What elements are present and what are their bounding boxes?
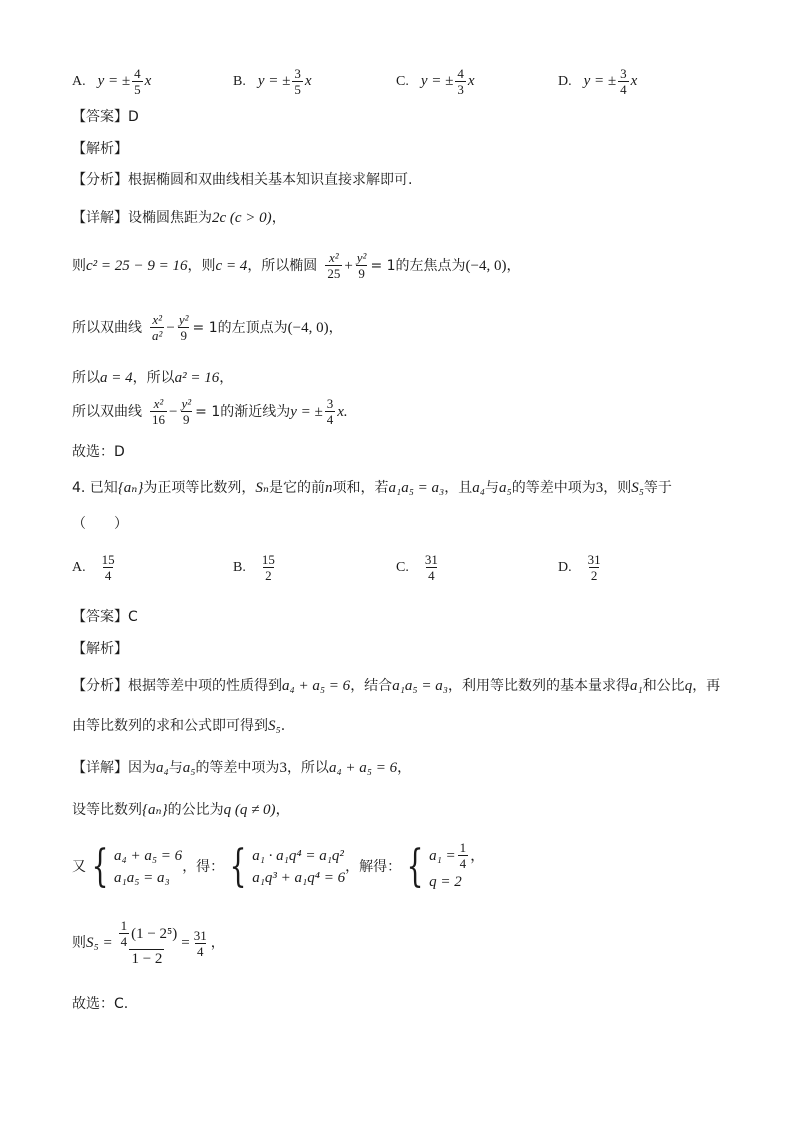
q3-detail-line-4: 所以a = 4，所以a² = 16， — [72, 370, 234, 386]
q3-detail-line-3: 所以双曲线 $\frac{\text{x²}}{\text{a²}}$ − $\frac{\text{y²}}{9}$ = 1的左顶点为 (−4, 0) ， — [72, 312, 343, 343]
q4-paren: （ ） — [72, 516, 128, 532]
q4-fenxi-line-1: 【分析】根据等差中项的性质得到a₄ + a₅ = 6，结合a₁a₅ = a₃，利用等比数列的基本量求得a₁和公比q，再 — [72, 678, 721, 694]
q4-option-d: D. $\frac{31}{2}$ — [558, 552, 601, 583]
q4-option-b: B. $\frac{15}{2}$ — [233, 552, 275, 583]
fraction: $\frac{4}{3}$ — [457, 66, 464, 97]
q3-answer: 【答案】D — [72, 109, 139, 125]
fraction: $\frac{3}{5}$ — [294, 66, 301, 97]
fraction: $\frac{4}{5}$ — [134, 66, 141, 97]
q3-choose: 故选：D — [72, 444, 125, 460]
q4-option-a: A. $\frac{15}{4}$ — [72, 552, 115, 583]
q4-fenxi-line-2: 由等比数列的求和公式即可得到S₅. — [72, 718, 286, 734]
fraction: $\frac{3}{4}$ — [620, 66, 627, 97]
q3-option-a: A. y = ± $\frac{4}{5}$ x — [72, 66, 152, 97]
q3-detail-line-1: 【详解】设椭圆焦距为2c (c > 0)， — [72, 210, 286, 226]
q4-detail-line-1: 【详解】因为a₄与a₅的等差中项为3，所以a₄ + a₅ = 6， — [72, 760, 412, 776]
q4-detail-line-2: 设等比数列{aₙ}的公比为q (q ≠ 0)， — [72, 802, 290, 818]
q4-detail-line-3: 又 { a₄ + a₅ = 6 a₁a₅ = a₃ ，得： { a₁ · a₁q⁴ = a₁q² a₁q³ + a₁q⁴ = 6 ，解得： { a₁ = $\frac{1}{4}$ ， q = 2 — [72, 840, 486, 892]
q4-stem: 4. 已知{aₙ}为正项等比数列，Sₙ是它的前n项和，若a₁a₅ = a₃，且a₄与a₅的等差中项为3，则S₅等于 — [72, 480, 672, 496]
q3-option-b: B. y = ± $\frac{3}{5}$ x — [233, 66, 312, 97]
q4-option-c: C. $\frac{31}{4}$ — [396, 552, 438, 583]
q4-analysis-tag: 【解析】 — [72, 641, 128, 657]
q3-option-d: D. y = ± $\frac{3}{4}$ x — [558, 66, 638, 97]
q3-detail-line-2: 则 c² = 25 − 9 = 16 ，则 c = 4 ，所以椭圆 $\frac{\text{x²}}{25}$ + $\frac{\text{y²}}{9}$ = 1的左焦点为 (−4, 0) ， — [72, 250, 521, 281]
q3-fenxi: 【分析】根据椭圆和双曲线相关基本知识直接求解即可. — [72, 172, 413, 188]
q4-detail-line-4: 则 S₅ = $\frac{1}{4}$ (1 − 2⁵) 1 − 2 = $\frac{31}{4}$ ， — [72, 918, 225, 967]
q4-choose: 故选：C. — [72, 996, 129, 1012]
q3-analysis-tag: 【解析】 — [72, 141, 128, 157]
q3-option-c: C. y = ± $\frac{4}{3}$ x — [396, 66, 475, 97]
q3-detail-line-5: 所以双曲线 $\frac{\text{x²}}{16}$ − $\frac{\text{y²}}{9}$ = 1的渐近线为 y = ± $\frac{3}{4}$ x. — [72, 396, 348, 427]
q4-answer: 【答案】C — [72, 609, 138, 625]
